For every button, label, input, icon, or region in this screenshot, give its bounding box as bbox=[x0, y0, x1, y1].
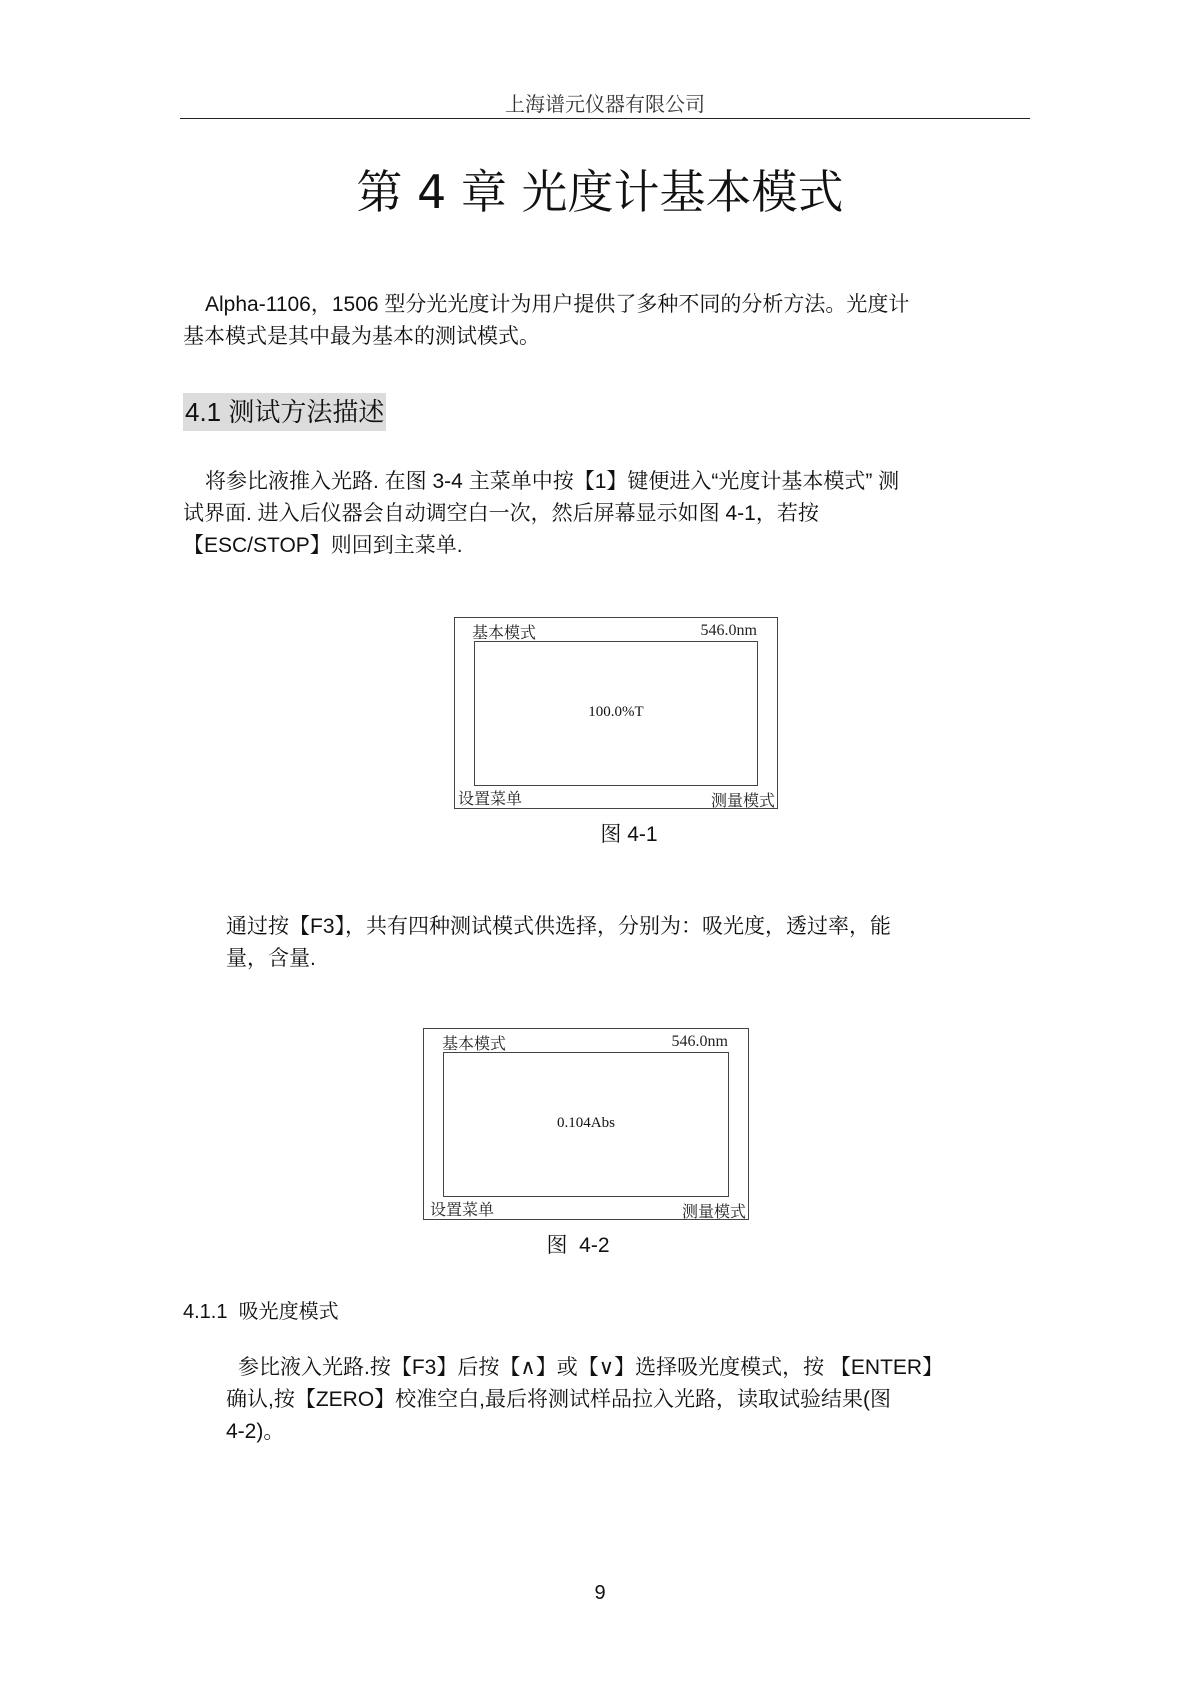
section-4-1-1-paragraph bbox=[226, 1352, 1026, 1448]
header-divider bbox=[180, 118, 1030, 119]
wavelength-label: 546.0nm bbox=[700, 622, 757, 639]
text-line: 参比液入光路.按【F3】后按【∧】或【∨】选择吸光度模式，按 【ENTER】 bbox=[238, 1356, 944, 1379]
text-line: 【ESC/STOP】则回到主菜单. bbox=[183, 534, 463, 557]
section-heading-4-1-1: 4.1.1 吸光度模式 bbox=[183, 1301, 339, 1323]
text-line: 试界面. 进入后仪器会自动调空白一次，然后屏幕显示如图 4-1，若按 bbox=[183, 502, 819, 525]
display-area bbox=[443, 1052, 729, 1197]
figure-4-2-screen bbox=[423, 1028, 749, 1220]
mode-label: 基本模式 bbox=[472, 623, 537, 642]
text-line: 量，含量. bbox=[226, 947, 316, 970]
text-line: Alpha-1106，1506 型分光光度计为用户提供了多种不同的分析方法。光度计 bbox=[205, 293, 910, 316]
wavelength-label: 546.0nm bbox=[671, 1033, 728, 1050]
right-softkey-label: 测量模式 bbox=[710, 791, 775, 810]
figure-4-1-caption: 图 4-1 bbox=[600, 823, 658, 846]
page-header-company: 上海谱元仪器有限公司 bbox=[505, 92, 705, 116]
page-number: 9 bbox=[594, 1582, 606, 1604]
section-4-1-paragraph bbox=[183, 466, 1023, 562]
figure-4-1-screen bbox=[454, 617, 778, 809]
chapter-title: 第 4 章 光度计基本模式 bbox=[356, 165, 844, 219]
text-line: 基本模式是其中最为基本的测试模式。 bbox=[183, 325, 540, 348]
mode-label: 基本模式 bbox=[442, 1034, 507, 1053]
left-softkey-label: 设置菜单 bbox=[458, 789, 523, 808]
reading-value: 100.0%T bbox=[588, 704, 644, 720]
left-softkey-label: 设置菜单 bbox=[430, 1200, 495, 1219]
text-line: 4-2)。 bbox=[226, 1420, 285, 1443]
section-heading-4-1: 4.1 测试方法描述 bbox=[183, 393, 386, 431]
text-line: 将参比液推入光路. 在图 3-4 主菜单中按【1】键便进入“光度计基本模式” 测 bbox=[205, 470, 900, 493]
modes-paragraph bbox=[226, 911, 1026, 975]
text-line: 通过按【F3】，共有四种测试模式供选择，分别为：吸光度，透过率，能 bbox=[226, 915, 892, 938]
figure-4-2-caption: 图 4-2 bbox=[546, 1234, 610, 1257]
intro-paragraph bbox=[183, 289, 1023, 353]
text-line: 确认,按【ZERO】校准空白,最后将测试样品拉入光路，读取试验结果(图 bbox=[226, 1388, 891, 1411]
reading-value: 0.104Abs bbox=[557, 1115, 615, 1131]
right-softkey-label: 测量模式 bbox=[681, 1202, 746, 1221]
display-area bbox=[474, 641, 758, 786]
